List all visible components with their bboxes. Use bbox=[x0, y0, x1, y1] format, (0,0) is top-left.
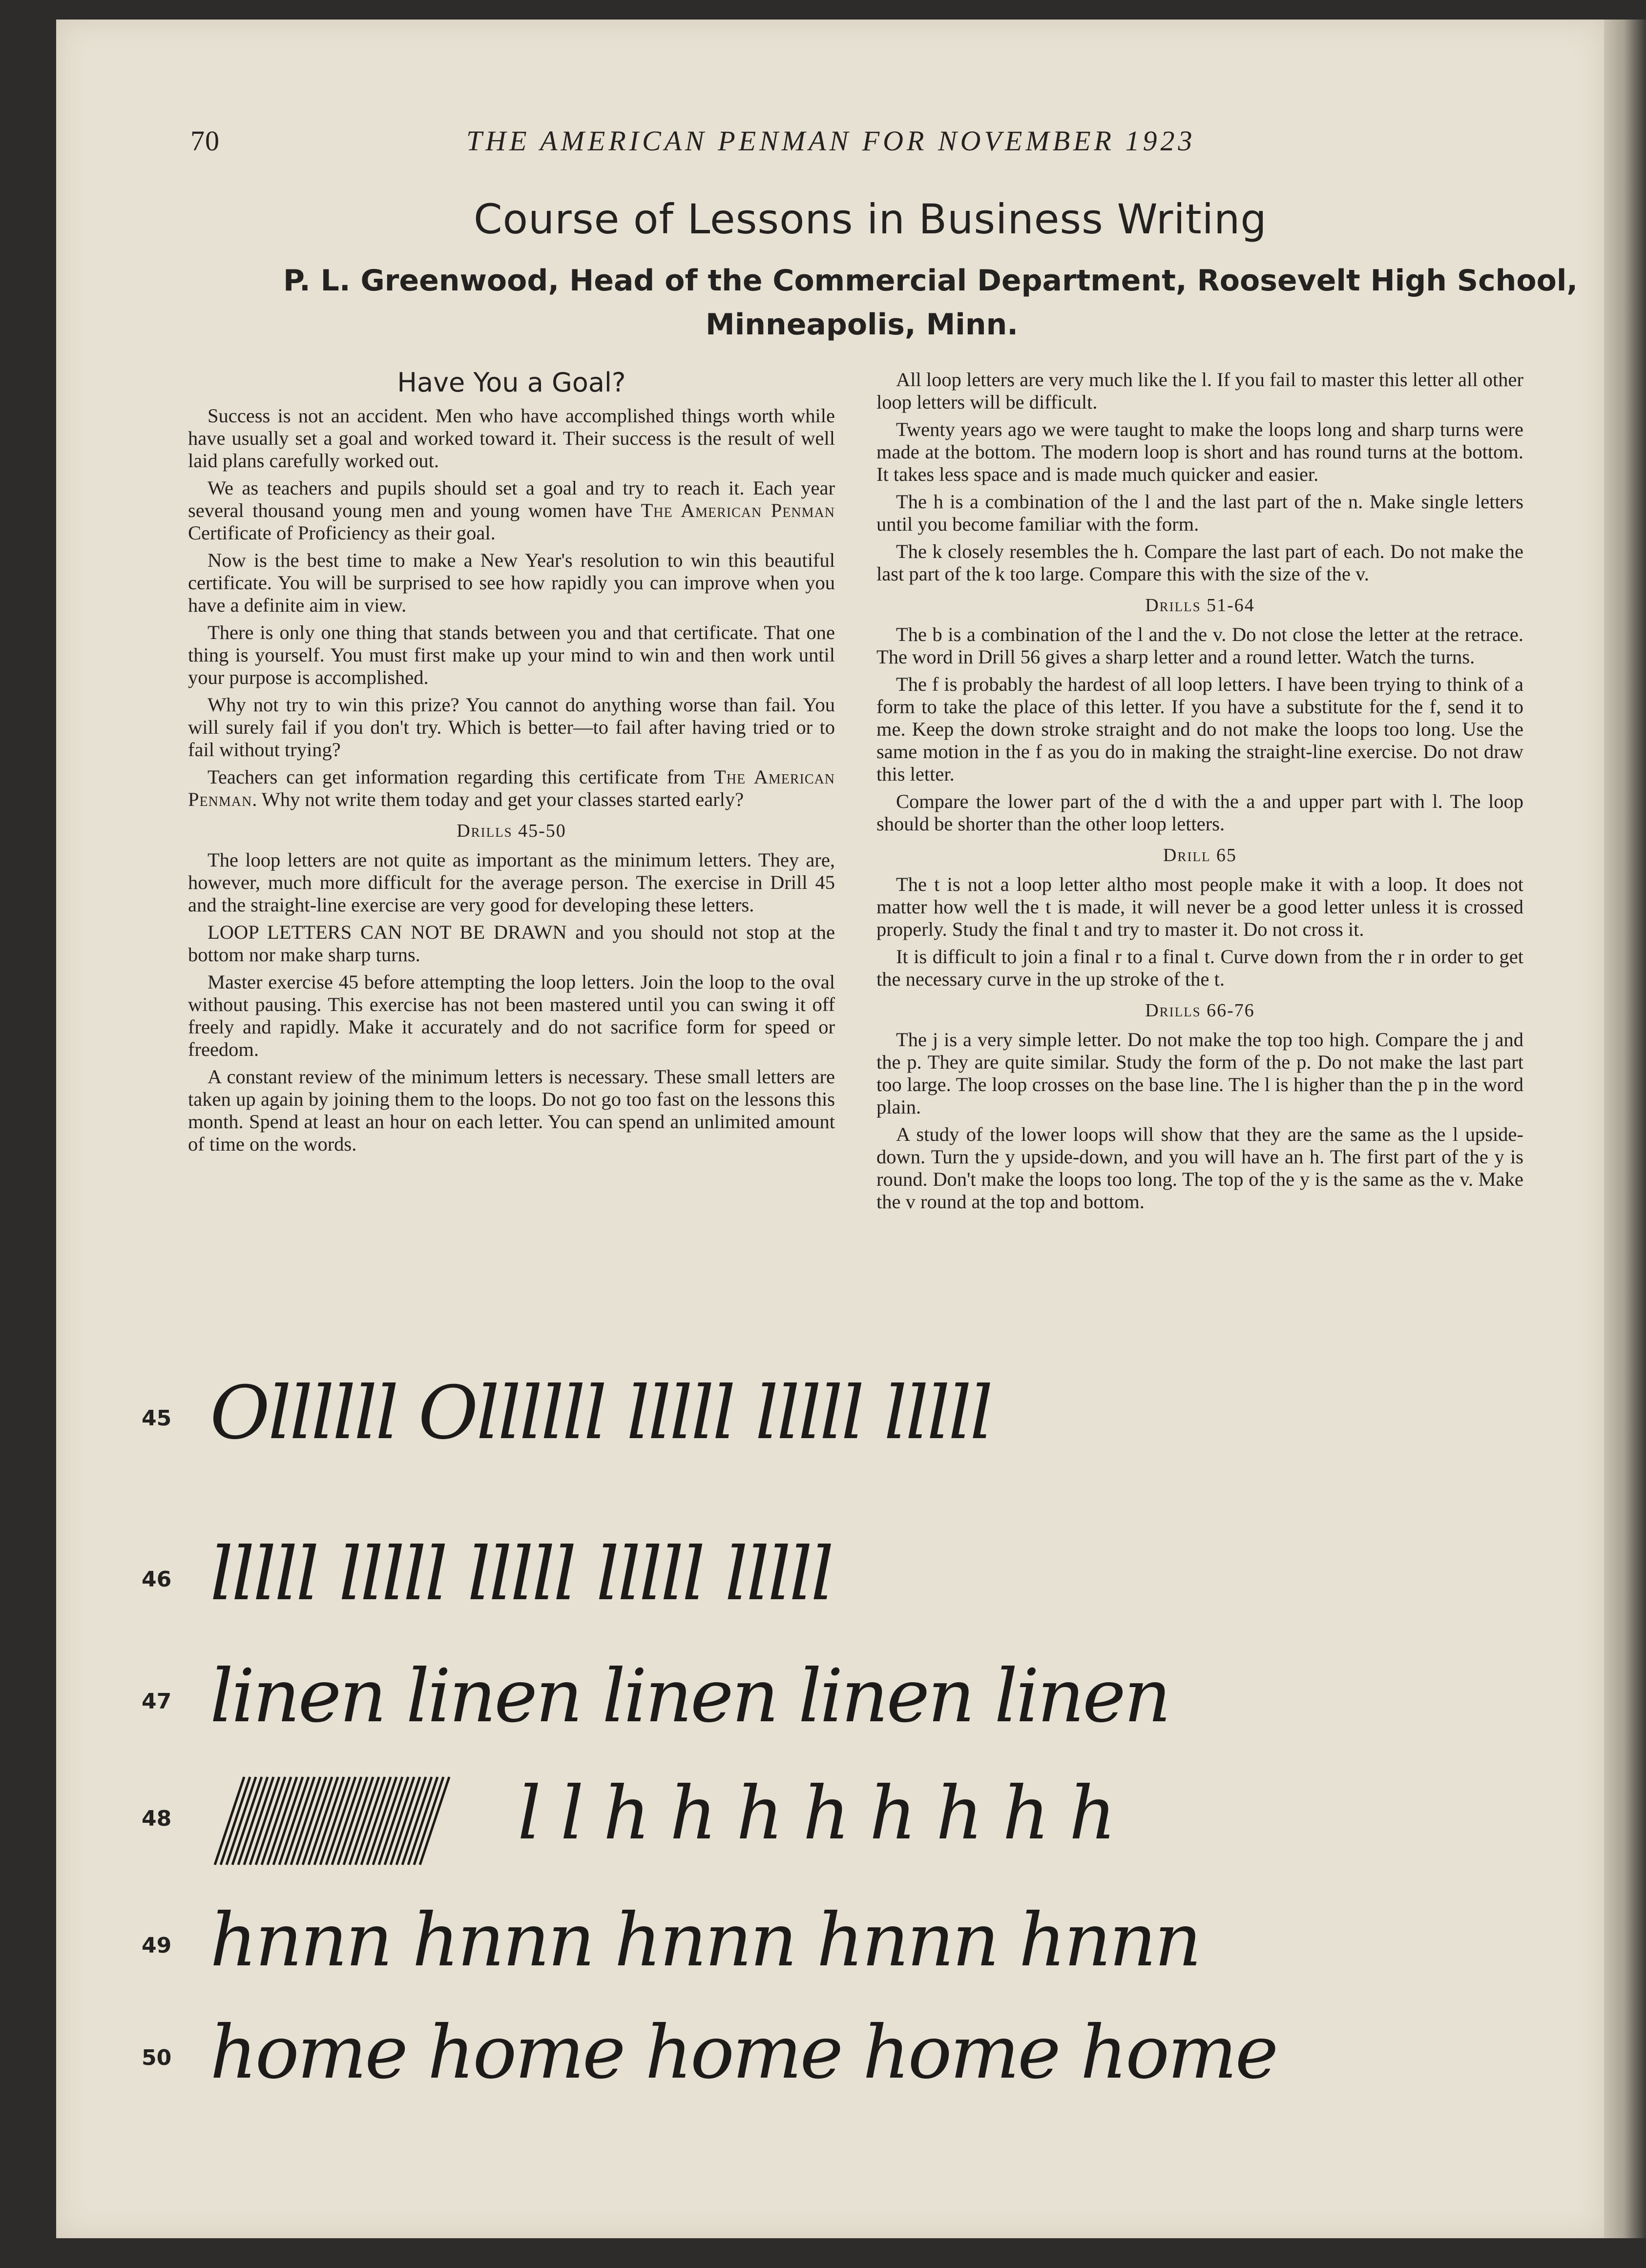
drill-script: Ollllll Ollllll lllll lllll lllll bbox=[210, 1371, 991, 1456]
drills-heading: Drills 66-76 bbox=[1145, 1000, 1255, 1021]
paragraph: Why not try to win this prize? You cannot do anything worse than fail. You will surely fail if you don't try. Which is better—to fail after having tried or to fail without trying? bbox=[188, 694, 835, 761]
straight-line-exercise-icon bbox=[210, 1772, 464, 1870]
paragraph: Success is not an accident. Men who have accomplished things worth while have usually set a goal and worked toward it. Their success is the result of well laid plans carefully worked out. bbox=[188, 405, 835, 472]
drill-script: lllll lllll lllll lllll lllll bbox=[210, 1532, 833, 1617]
page-number: 70 bbox=[190, 125, 220, 157]
drill-number: 48 bbox=[142, 1806, 172, 1831]
paragraph: There is only one thing that stands between you and that certificate. That one thing is yourself. You must first make up your mind to win and then work until your purpose is accomplished. bbox=[188, 621, 835, 688]
running-head: THE AMERICAN PENMAN FOR NOVEMBER 1923 bbox=[466, 125, 1196, 157]
paragraph: The t is not a loop letter altho most people make it with a loop. It does not matter how well the t is made, it will never be a good letter unless it is crossed properly. Study the final t and try to master it. Do not cross it. bbox=[876, 873, 1523, 940]
drill-script: hnnn hnnn hnnn hnnn hnnn bbox=[210, 1898, 1200, 1983]
paragraph: Teachers can get information regarding this certificate from The American Penman. Why not write them today and get your classes started early? bbox=[188, 766, 835, 810]
drill-row-45 bbox=[137, 1371, 1504, 1489]
paragraph: LOOP LETTERS CAN NOT BE DRAWN and you should not stop at the bottom nor make sharp turns. bbox=[188, 921, 835, 966]
byline-line-1: P. L. Greenwood, Head of the Commercial Department, Roosevelt High School, bbox=[283, 264, 1578, 298]
left-column bbox=[188, 369, 835, 1160]
paragraph: We as teachers and pupils should set a goal and try to reach it. Each year several thousand young men and young women have The American Penman Certificate of Proficiency as their goal. bbox=[188, 477, 835, 544]
page-binding-edge bbox=[1604, 20, 1646, 2238]
drill-number: 47 bbox=[142, 1689, 172, 1714]
paragraph: The loop letters are not quite as important as the minimum letters. They are, however, much more difficult for the average person. The exercise in Drill 45 and the straight-line exercise are very good for developing these letters. bbox=[188, 849, 835, 916]
drills-heading: Drill 65 bbox=[1163, 845, 1237, 866]
paragraph: Master exercise 45 before attempting the loop letters. Join the loop to the oval without pausing. This exercise has not been mastered until you can swing it off freely and rapidly. Make it accurately and do not sacrifice form for speed or freedom. bbox=[188, 971, 835, 1060]
section-heading-goal: Have You a Goal? bbox=[397, 367, 626, 398]
drill-number: 50 bbox=[142, 2045, 172, 2070]
drill-row-48 bbox=[137, 1771, 1504, 1889]
drill-row-47 bbox=[137, 1654, 1504, 1772]
paragraph: The h is a combination of the l and the last part of the n. Make single letters until you become familiar with the form. bbox=[876, 491, 1523, 535]
drill-number: 49 bbox=[142, 1933, 172, 1958]
drill-script: linen linen linen linen linen bbox=[210, 1654, 1169, 1739]
paragraph: The k closely resembles the h. Compare the last part of each. Do not make the last part of the k too large. Compare this with the size of the v. bbox=[876, 540, 1523, 585]
drills-heading: Drills 45-50 bbox=[457, 821, 566, 841]
drill-number: 46 bbox=[142, 1567, 172, 1592]
paragraph: Twenty years ago we were taught to make the loops long and sharp turns were made at the bottom. The modern loop is short and has round turns at the bottom. It takes less space and is made much quicker and easier. bbox=[876, 418, 1523, 485]
paragraph: The f is probably the hardest of all loop letters. I have been trying to think of a form to take the place of this letter. If you have a substitute for the f, send it to me. Keep the down stroke straight and do not make the loops too long. Use the same motion in the f as you do in making the straight-line exercise. Do not draw this letter. bbox=[876, 673, 1523, 785]
publication-name: The American Penman bbox=[641, 499, 835, 521]
paragraph: Compare the lower part of the d with the a and upper part with l. The loop should be shorter than the other loop letters. bbox=[876, 790, 1523, 835]
drill-script: home home home home home bbox=[210, 2010, 1277, 2095]
paragraph: The b is a combination of the l and the v. Do not close the letter at the retrace. The word in Drill 56 gives a sharp letter and a round letter. Watch the turns. bbox=[876, 623, 1523, 668]
publication-name: The American Penman bbox=[188, 766, 835, 810]
paragraph: It is difficult to join a final r to a final t. Curve down from the r in order to get the necessary curve in the up stroke of the t. bbox=[876, 946, 1523, 990]
paragraph: Now is the best time to make a New Year's resolution to win this beautiful certificate. You will be surprised to see how rapidly you can improve when you have a definite aim in view. bbox=[188, 549, 835, 616]
drill-number: 45 bbox=[142, 1406, 172, 1431]
article-title: Course of Lessons in Business Writing bbox=[474, 195, 1267, 243]
paragraph: The j is a very simple letter. Do not make the top too high. Compare the j and the p. They are quite similar. Study the form of the p. Do not make the last part too large. The loop crosses on the base line. The l is higher than the p in the word plain. bbox=[876, 1029, 1523, 1118]
paragraph: A constant review of the minimum letters is necessary. These small letters are taken up again by joining them to the loops. Do not go too fast on the lessons this month. Spend at least an hour on each letter. You can spend an unlimited amount of time on the words. bbox=[188, 1066, 835, 1155]
drill-row-50 bbox=[137, 2010, 1504, 2128]
byline-line-2: Minneapolis, Minn. bbox=[706, 308, 1019, 342]
paragraph: All loop letters are very much like the l. If you fail to master this letter all other loop letters will be difficult. bbox=[876, 369, 1523, 413]
drill-row-49 bbox=[137, 1898, 1504, 2016]
drills-heading: Drills 51-64 bbox=[1145, 595, 1255, 616]
drill-row-46 bbox=[137, 1532, 1504, 1650]
paragraph: A study of the lower loops will show that they are the same as the l upside-down. Turn the y upside-down, and you will have an h. The first part of the y is round. Don't make the loops too long. The top of the y is the same as the v. Make the v round at the top and bottom. bbox=[876, 1123, 1523, 1213]
right-column bbox=[876, 369, 1523, 1218]
drill-script: l l h h h h h h h h bbox=[518, 1771, 1114, 1856]
